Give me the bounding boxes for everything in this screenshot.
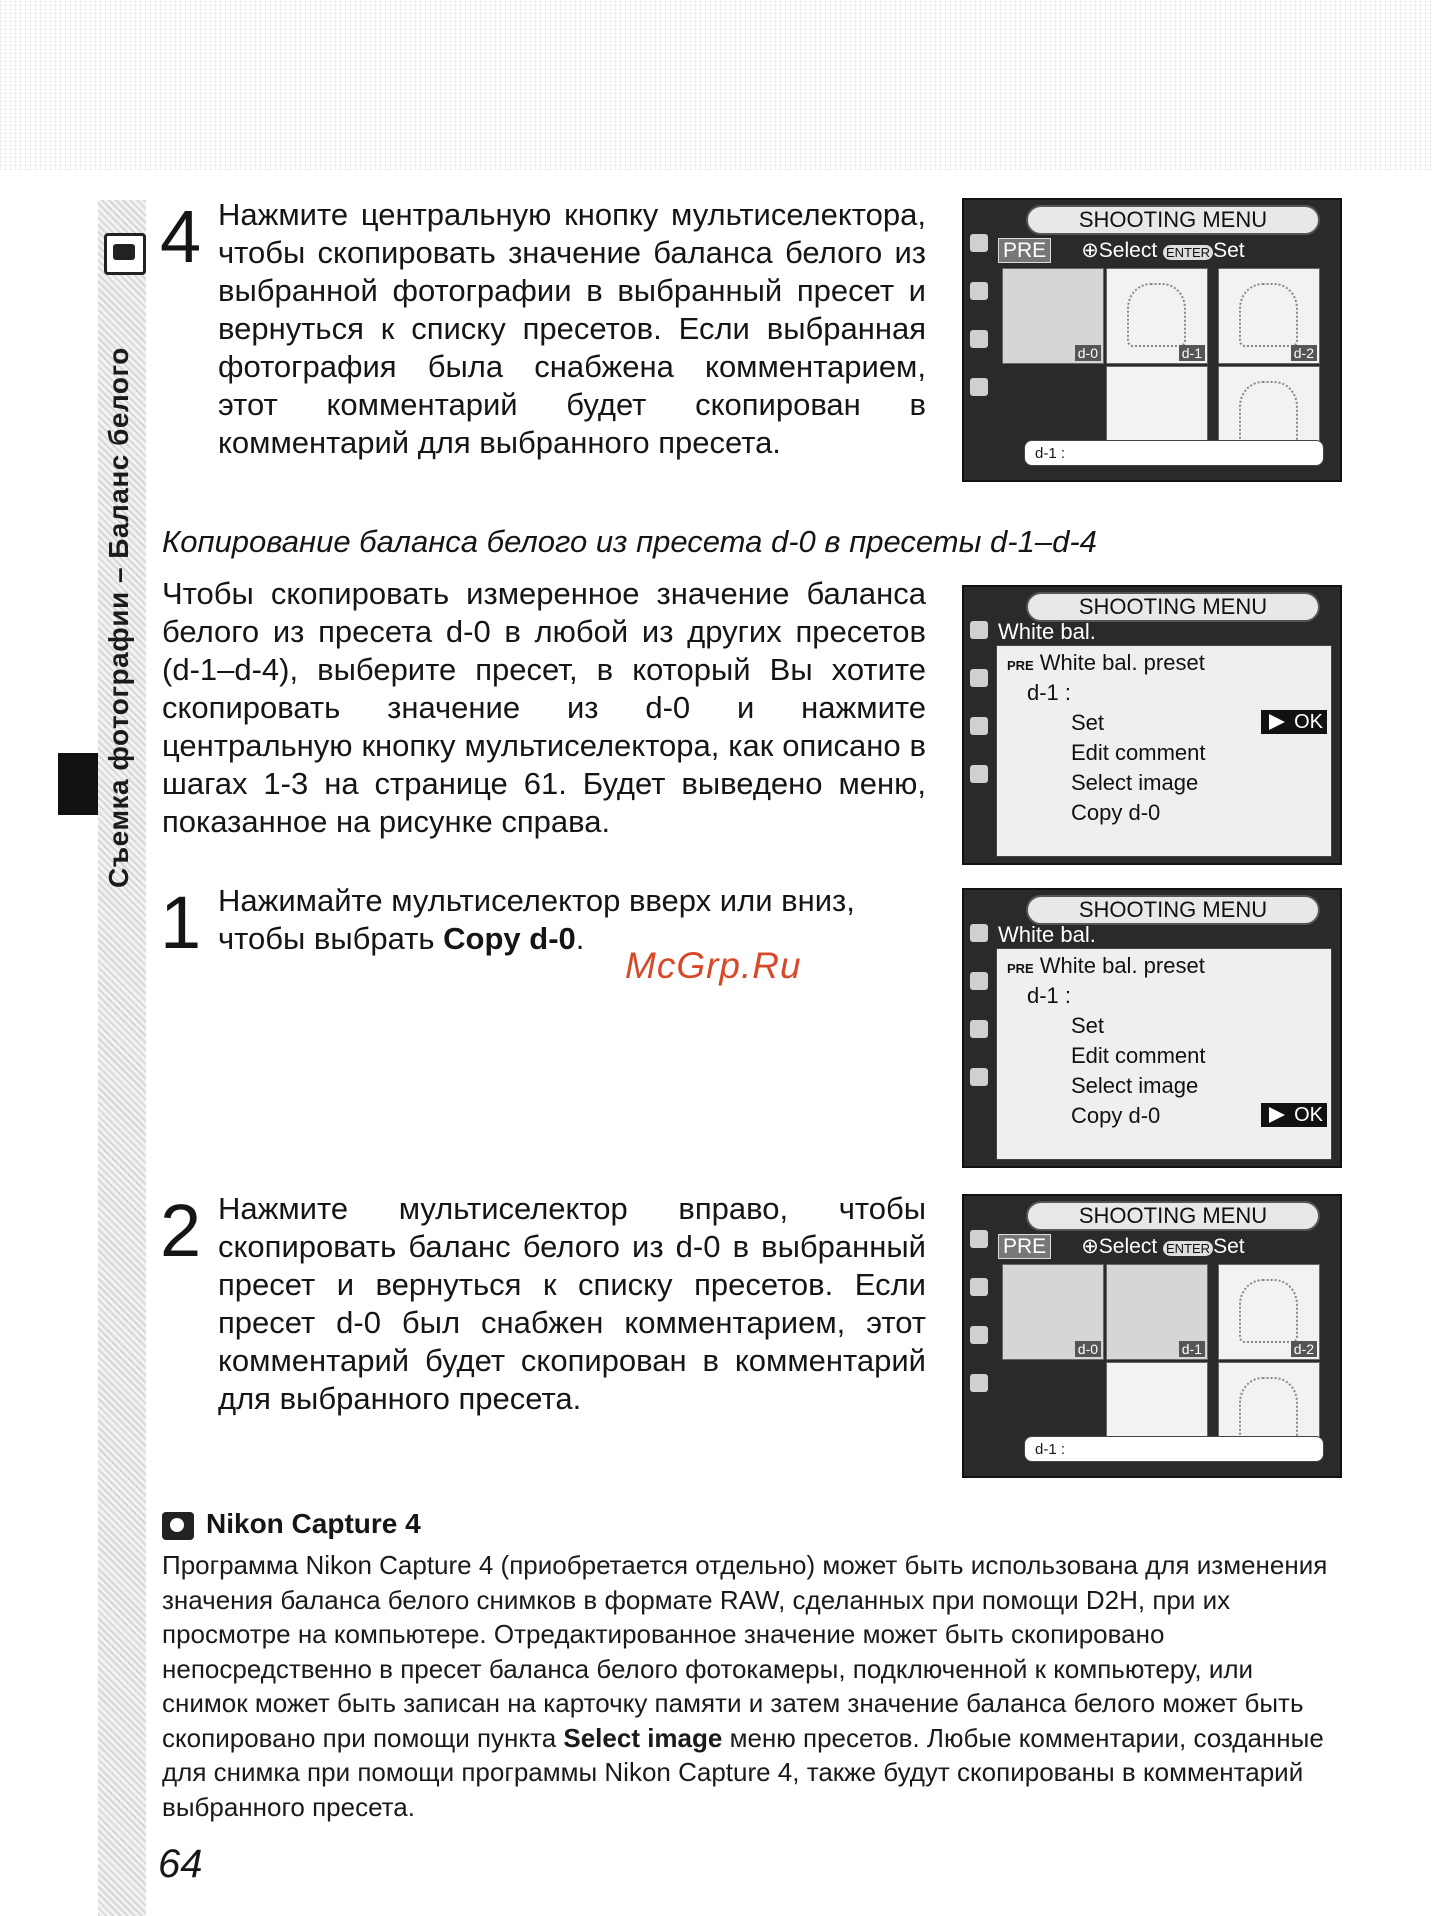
lcd-screen-thumbnails-1 xyxy=(962,198,1342,482)
thumb-d0: d-0 xyxy=(1002,268,1104,364)
page-number: 64 xyxy=(158,1842,203,1886)
preset-menu-panel: PRE White bal. preset d-1 : Set Edit comment Select image Copy d-0 OK xyxy=(996,948,1332,1160)
menu-item-set: Set xyxy=(1071,710,1105,735)
section-intro: Чтобы скопировать измеренное значение баланса белого из пресета d-0 в любой из других пресетов (d-1–d-4), выберите пресет, в который Вы хотите скопировать значение из d-0 и нажмите центральную кнопку мультиселектора, как описано в шагах 1-3 на странице 61. Будет выведено меню, показанное на рисунке справа. xyxy=(162,576,926,839)
sidebar-title: Съемка фотографии – Баланс белого xyxy=(103,347,134,888)
thumbs-header: PRE ⊕Select ENTER Set xyxy=(998,1234,1245,1259)
menu-item-copy-d0: Copy d-0 xyxy=(1071,1103,1161,1128)
thumbs-header: PRE ⊕Select ENTER Set xyxy=(998,238,1245,263)
comment-field: d-1 : xyxy=(1024,440,1324,466)
thumb-d0: d-0 xyxy=(1002,1264,1104,1360)
ok-badge: OK xyxy=(1261,1103,1327,1127)
white-bal-label: White bal. xyxy=(998,619,1096,644)
camera-icon xyxy=(104,233,146,275)
ok-badge: OK xyxy=(1261,710,1327,734)
screen-title: SHOOTING MENU xyxy=(1026,1201,1320,1231)
thumb-d1: d-1 xyxy=(1106,1264,1208,1360)
lcd-screen-menu-set xyxy=(962,585,1342,865)
step-4-text: Нажмите центральную кнопку мультиселектора, чтобы скопировать значение баланса белого из выбранной фотографии в выбранный пресет и вернуться к списку пресетов. Если выбранная фотография была снабжена комментарием, этот комментарий будет скопирован в комментарий для выбранного пресета. xyxy=(218,197,926,460)
screen-title: SHOOTING MENU xyxy=(1026,205,1320,235)
menu-item-edit-comment: Edit comment xyxy=(1071,740,1206,765)
thumb-d1: d-1 xyxy=(1106,268,1208,364)
menu-tab-icons xyxy=(970,924,992,1164)
note-title: Nikon Capture 4 xyxy=(206,1508,421,1539)
white-bal-label: White bal. xyxy=(998,922,1096,947)
note-body: Программа Nikon Capture 4 (приобретается отдельно) может быть использована для изменения значения баланса белого снимков в формате RAW, сделанных при помощи D2H, при их просмотре на компьютере. Отредактированное значение может быть скопировано непосредственно в пресет баланса белого фотокамеры, подключенной к компьютеру, или снимок может быть записан на карточку памяти и затем значение баланса белого может быть скопировано при помощи пункта Select image меню пресетов. Любые комментарии, созданные для снимка при помощи программы Nikon Capture 4, также будут скопированы в комментарий выбранного пресета. xyxy=(162,1550,1328,1822)
menu-tab-icons xyxy=(970,234,992,474)
lcd-screen-menu-copy xyxy=(962,888,1342,1168)
step-2-text: Нажмите мультиселектор вправо, чтобы скопировать баланс белого из d-0 в выбранный пресет и вернуться к списку пресетов. Если пресет d-0 был снабжен комментарием, этот комментарий будет скопирован в комментарий для выбранного пресета. xyxy=(218,1191,926,1416)
step-4-number: 4 xyxy=(160,195,202,278)
thumb-d2: d-2 xyxy=(1218,1264,1320,1360)
menu-item-set: Set xyxy=(1071,1013,1105,1038)
menu-tab-icons xyxy=(970,621,992,861)
preset-menu-panel: PRE White bal. preset d-1 : Set OK Edit comment Select image Copy d-0 xyxy=(996,645,1332,857)
copy-d0-bold: Copy d-0 xyxy=(443,921,576,956)
preset-name: d-1 xyxy=(1027,983,1059,1008)
section-tab-marker xyxy=(58,753,98,815)
step-1-number: 1 xyxy=(160,881,202,964)
step-1-text: Нажимайте мультиселектор вверх или вниз, чтобы выбрать Copy d-0. xyxy=(218,883,855,956)
wb-preset-label: White bal. preset xyxy=(1039,650,1205,675)
menu-item-select-image: Select image xyxy=(1071,770,1199,795)
magnifier-note-icon xyxy=(162,1512,194,1540)
menu-tab-icons xyxy=(970,1230,992,1470)
wb-preset-label: White bal. preset xyxy=(1039,953,1205,978)
lcd-screen-thumbnails-2 xyxy=(962,1194,1342,1478)
menu-item-select-image: Select image xyxy=(1071,1073,1199,1098)
comment-field: d-1 : xyxy=(1024,1436,1324,1462)
scan-noise xyxy=(0,0,1432,170)
select-image-bold: Select image xyxy=(563,1722,723,1753)
watermark: McGrp.Ru xyxy=(625,945,802,986)
menu-item-edit-comment: Edit comment xyxy=(1071,1043,1206,1068)
section-heading: Копирование баланса белого из пресета d-0 в пресеты d-1–d-4 xyxy=(162,524,1097,559)
screen-title: SHOOTING MENU xyxy=(1026,895,1320,925)
menu-item-copy-d0: Copy d-0 xyxy=(1071,800,1161,825)
step-2-number: 2 xyxy=(160,1189,202,1272)
thumb-d2: d-2 xyxy=(1218,268,1320,364)
screen-title: SHOOTING MENU xyxy=(1026,592,1320,622)
preset-name: d-1 xyxy=(1027,680,1059,705)
